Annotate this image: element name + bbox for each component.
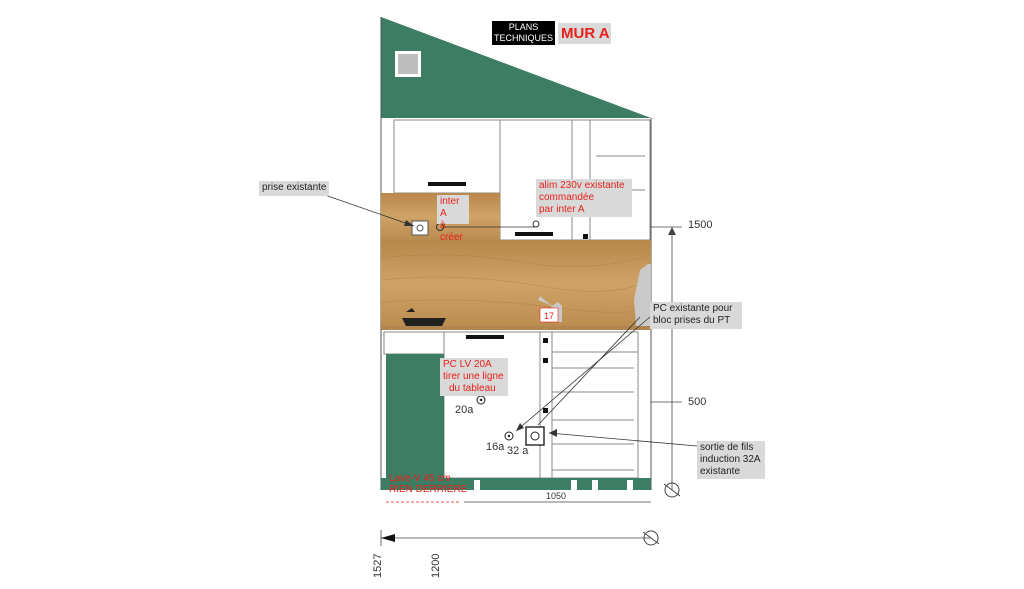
note-prise-existante: prise existante [259,181,329,196]
note-line: Lave-V 45 cm [389,473,451,484]
upper-handle [428,182,466,186]
note-line: du tableau [449,383,496,394]
note-line: alim 230v existante [539,180,625,191]
wood-backsplash [381,240,651,328]
note-inter-a [437,195,469,243]
worktop [381,326,651,330]
socket-label-16a: 16a [486,441,505,453]
badge-line: TECHNIQUES [493,33,553,43]
note-line: RIEN DERRIERE [389,484,468,495]
induction-outlet-icon [526,427,544,445]
dimension-500: 500 [688,396,707,408]
note-line: commandée [539,192,595,203]
note-line: tirer une ligne [443,371,504,382]
dimension-1050: 1050 [546,491,567,501]
note-line: PC existante pour [653,303,733,314]
note-lave-vaisselle [389,473,467,495]
upper-handle [515,232,553,236]
dimension-1200: 1200 [430,553,442,578]
note-line: par inter A [539,204,585,215]
note-sortie-fils [697,441,765,479]
note-alim-230v [536,179,632,217]
plans-techniques-badge [492,21,555,45]
note-pc-existante [650,302,742,329]
note-line: à créer [440,220,463,243]
note-line: inter A [440,196,460,219]
note-line: sortie de fils [700,442,754,453]
dishwasher-panel [386,354,444,478]
dimension-1500: 1500 [688,219,713,231]
dimension-1527: 1527 [372,553,384,578]
socket-label-32a: 32 a [507,445,529,457]
socket-label-20a: 20a [455,404,474,416]
note-line: PC LV 20A [443,359,492,370]
note-line: induction 32A [700,454,761,465]
badge-line: PLANS [508,22,539,32]
note-line: bloc prises du PT [653,315,731,326]
wall-title: MUR A [558,23,611,44]
tap-number: 17 [544,311,555,321]
note-line: existante [700,466,741,477]
note-pc-lv [440,358,508,396]
existing-socket [412,221,428,235]
